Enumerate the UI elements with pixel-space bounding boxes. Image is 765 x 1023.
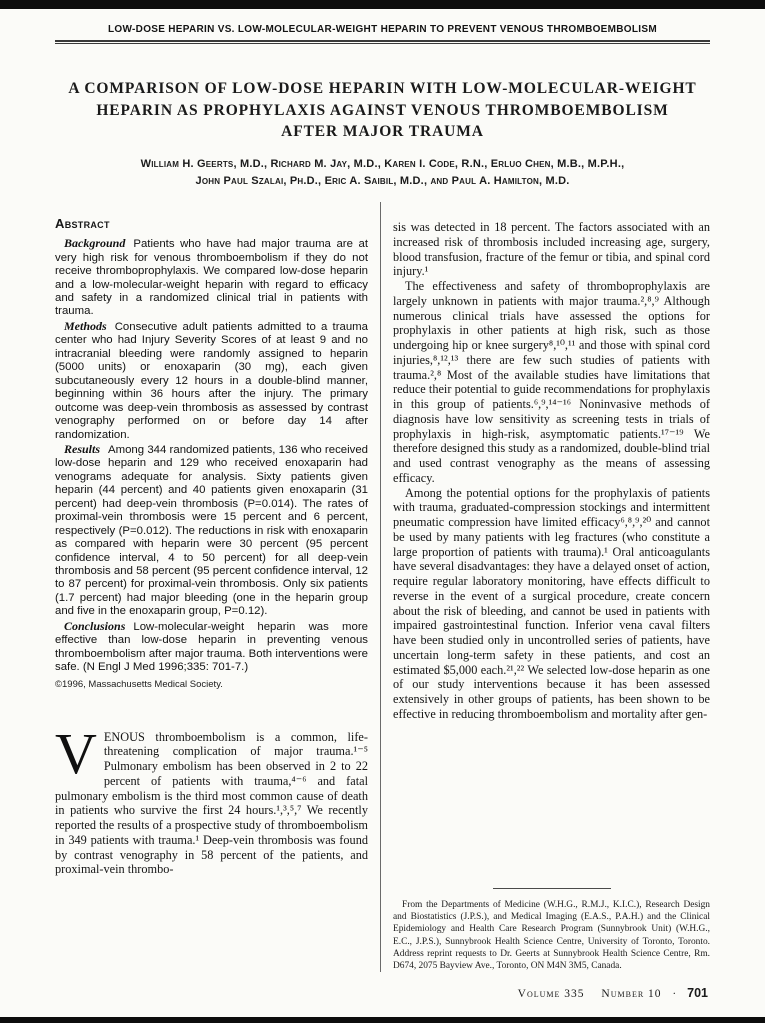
copyright-notice: ©1996, Massachusetts Medical Society.	[55, 678, 223, 690]
body-paragraph-3: Among the potential options for the prophylaxis of patients with trauma, graduated-compression stockings and intermittent pneumatic compression have limited efficacy⁶,⁸,⁹,²⁰ and cannot be used by many patients with leg fractures (who constitute a large proportion of patients with trauma).¹ Oral anticoagulants have several disadvantages: they have a delayed onset of action, require regular laboratory monitoring, have effects difficult to reverse in the event of a surgical procedure, create concern about the risk of bleeding, and cannot be used in patients with impaired gastrointestinal function. Inferior vena caval filters have been studied only in uncontrolled series of patients, have uncertain long-term safety in these patients, and cost an estimated $5,000 each.²¹,²² We selected low-dose heparin as one of our study interventions because it has been assessed extensively in other groups of patients, has been shown to be effective in reducing thromboembolism and mortality after gen-	[393, 485, 710, 721]
title-line-2: HEPARIN AS PROPHYLAXIS AGAINST VENOUS THROMBOEMBOLISM	[96, 101, 669, 119]
abstract-background-label: Background	[64, 236, 126, 251]
abstract-methods-paragraph	[55, 319, 368, 442]
footer-separator-dot: ·	[672, 988, 677, 1001]
abstract-heading: Abstract	[55, 216, 110, 232]
abstract-methods-label: Methods	[64, 318, 107, 333]
abstract-background-text: Patients who have had major trauma are at very high risk for venous thromboembolism if they do not receive thromboprophylaxis. We compared low-dose heparin and a low-molecular-weight heparin with regard to efficacy and safety in a randomized clinical trial in patients with trauma.	[55, 238, 368, 318]
page-header	[55, 24, 710, 44]
abstract-section	[55, 216, 368, 690]
intro-text-block	[55, 720, 368, 878]
body-text-block	[393, 220, 710, 722]
abstract-results-label: Results	[64, 441, 101, 456]
abstract-methods-text: Consecutive adult patients admitted to a trauma center who had Injury Severity Scores of at least 9 and no intracranial bleeding were randomly assigned to heparin (5000 units) or enoxaparin (30 mg), each given subcutaneously every 12 hours in a double-blind manner, beginning within 36 hours after the injury. The primary outcome was deep-vein thrombosis as assessed by contrast venography performed on or before day 14 after randomization.	[55, 320, 368, 441]
two-column-body	[55, 202, 710, 972]
title-line-1: A COMPARISON OF LOW-DOSE HEPARIN WITH LOW-MOLECULAR-WEIGHT	[68, 80, 697, 97]
affiliation-footnote: From the Departments of Medicine (W.H.G., R.M.J., K.I.C.), Research Design and Biostatistics (J.P.S.), and Medical Imaging (E.A.S., P.A.H.) and the Clinical Epidemiology and Health Care Research Program (Sunnybrook Unit) (W.H.G., E.C., J.P.S.), Sunnybrook Health Science Centre, University of Toronto, Toronto. Address reprint requests to Dr. Geerts at Sunnybrook Health Science Centre, Rm. D674, 2075 Bayview Ave., Toronto, ON M4N 3M5, Canada.	[393, 899, 710, 971]
column-divider-rule	[380, 202, 381, 972]
abstract-results-text: Among 344 randomized patients, 136 who received low-dose heparin and 129 who received enoxaparin had venograms adequate for analysis. Sixty patients given heparin (44 percent) and 40 patients given enoxaparin (31 percent) had deep-vein thrombosis (P=0.014). The rates of proximal-vein thrombosis were 15 percent and 6 percent, respectively (P=0.012). The reductions in risk with enoxaparin as compared with heparin were 30 percent (95 percent confidence interval, 4 to 50 percent) for all deep-vein thrombosis and 58 percent (95 percent confidence interval, 12 to 87 percent) for proximal-vein thrombosis. Only six patients (1.7 percent) had major bleeding (one in the heparin group and five in the enoxaparin group, P=0.12).	[55, 443, 368, 618]
left-column	[55, 202, 368, 972]
intro-paragraph	[55, 720, 368, 878]
title-line-3: AFTER MAJOR TRAUMA	[281, 123, 484, 141]
abstract-background-paragraph	[55, 236, 368, 319]
abstract-conclusions-label: Conclusions	[64, 618, 126, 633]
footer-volume: Volume 335	[517, 988, 585, 1001]
intro-paragraph-text: ENOUS thromboembolism is a common, life-threatening complication of major trauma.¹⁻⁵ Pulmonary embolism has been observed in 2 to 22 percent of patients with trauma,⁴⁻⁶ and fatal pulmonary embolism is the third most common cause of death in patients who survive the first 24 hours.¹,³,⁵,⁷ We recently reported the results of a prospective study of thromboembolism in 349 patients with trauma.¹ Deep-vein thrombosis was found by contrast venography in 58 percent of the patients, and proximal-vein thrombo-	[55, 729, 368, 877]
article-title	[68, 78, 697, 143]
body-paragraph-2: The effectiveness and safety of thromboprophylaxis are largely unknown in patients with major trauma.²,⁸,⁹ Although numerous clinical trials have assessed the options for prophylaxis in other patients at high risk, such as those undergoing hip or knee surgery⁸,¹⁰,¹¹ and those with spinal cord injuries,⁸,¹²,¹³ there are few such studies of patients with trauma.²,⁸ Most of the available studies have limitations that reduce their potential to guide recommendations for prophylaxis in this group of patients.⁶,⁹,¹⁴⁻¹⁶ Noninvasive methods of diagnosis have low sensitivity as screening tests in trials of prophylaxis in high-risk, asymptomatic patients.¹⁷⁻¹⁹ We therefore designed this study as a randomized, double-blind trial and used contrast venography as the means of assessing efficacy.	[393, 279, 710, 485]
scan-edge-bottom	[0, 1017, 765, 1023]
running-head: LOW-DOSE HEPARIN VS. LOW-MOLECULAR-WEIGHT HEPARIN TO PREVENT VENOUS THROMBOEMBOLISM	[108, 24, 657, 35]
right-column	[393, 202, 710, 972]
dropcap-letter: V	[55, 720, 97, 786]
footer-page-number: 701	[687, 986, 708, 1001]
affiliation-footnote-block	[393, 888, 710, 972]
authors-line-2: John Paul Szalai, Ph.D., Eric A. Saibil, M.D., and Paul A. Hamilton, M.D.	[195, 175, 570, 188]
footnote-divider-rule	[493, 888, 611, 889]
body-paragraph-1: sis was detected in 18 percent. The factors associated with an increased risk of thrombosis included increasing age, surgery, blood transfusion, fracture of the femur or tibia, and spinal cord injury.¹	[393, 220, 710, 279]
authors-line-1: William H. Geerts, M.D., Richard M. Jay, M.D., Karen I. Code, R.N., Erluo Chen, M.B., M.P.H.,	[140, 158, 625, 171]
header-rule	[55, 40, 710, 44]
abstract-conclusions-text: Low-molecular-weight heparin was more effective than low-dose heparin in preventing venous thromboembolism after major trauma. Both interventions were safe. (N Engl J Med 1996;335: 701-7.)	[55, 620, 368, 674]
footer-number: Number 10	[601, 988, 662, 1001]
abstract-conclusions-paragraph	[55, 619, 368, 675]
scan-edge-top	[0, 0, 765, 9]
author-byline	[60, 156, 705, 190]
abstract-results-paragraph	[55, 442, 368, 619]
page-footer	[57, 986, 708, 1000]
